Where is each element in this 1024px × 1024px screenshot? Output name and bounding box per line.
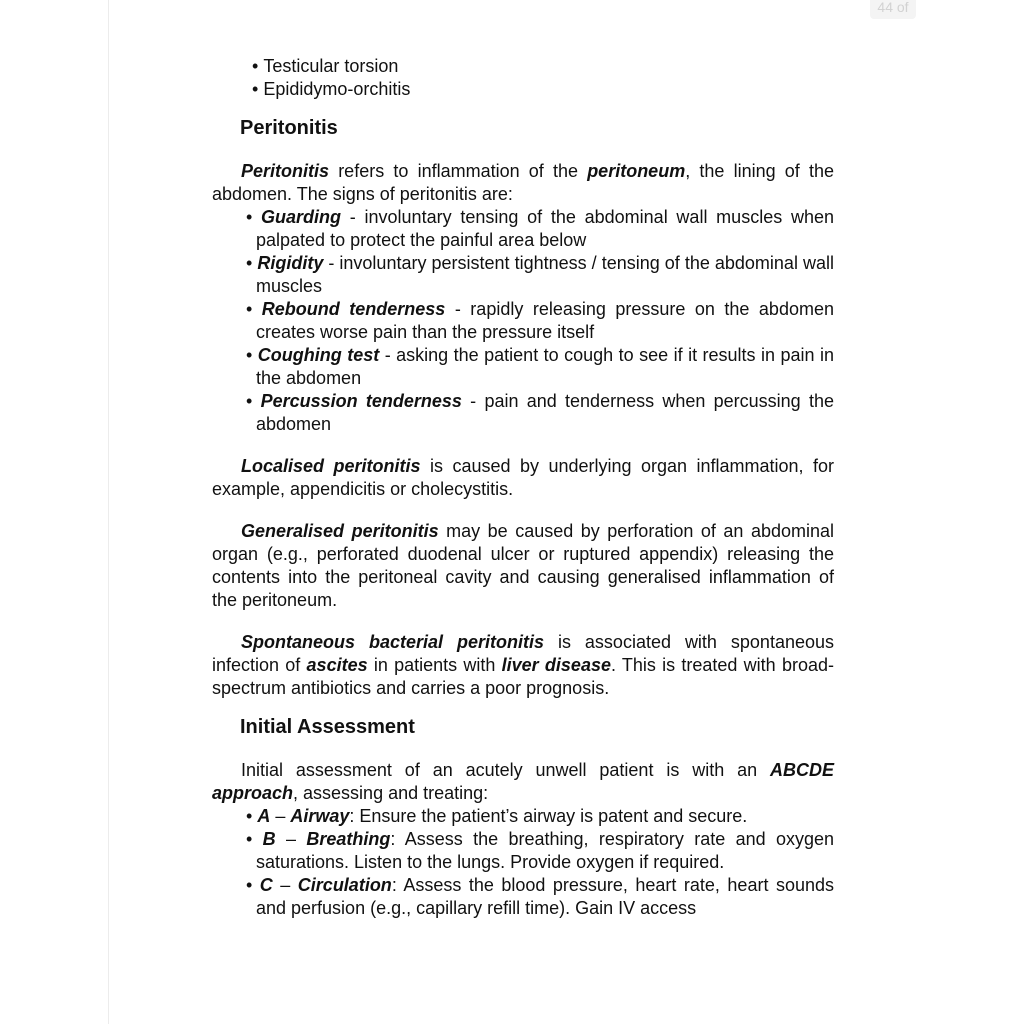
- list-item: • A – Airway: Ensure the patient’s airway is patent and secure.: [212, 805, 834, 828]
- generalised-paragraph: Generalised peritonitis may be caused by perforation of an abdominal organ (e.g., perforated duodenal ulcer or ruptured appendix) releasing the contents into the peritoneal cavity and causing generalised inflammation of the peritoneum.: [212, 521, 835, 610]
- heading-peritonitis: Peritonitis: [240, 117, 338, 139]
- heading-initial-assessment: Initial Assessment: [240, 716, 415, 738]
- signs-list: [212, 206, 834, 436]
- list-item: • Percussion tenderness - pain and tenderness when percussing the abdomen: [212, 390, 834, 436]
- initial-assessment-intro: Initial assessment of an acutely unwell patient is with an ABCDE approach, assessing and treating:: [212, 760, 834, 803]
- list-item: • Testicular torsion: [212, 55, 834, 78]
- peritonitis-intro: Peritonitis refers to inflammation of the peritoneum, the lining of the abdomen. The signs of peritonitis are:: [212, 161, 835, 204]
- list-item: • Guarding - involuntary tensing of the abdominal wall muscles when palpated to protect the painful area below: [212, 206, 834, 252]
- localised-paragraph: Localised peritonitis is caused by underlying organ inflammation, for example, appendicitis or cholecystitis.: [212, 456, 834, 499]
- list-item: • B – Breathing: Assess the breathing, respiratory rate and oxygen saturations. Listen to the lungs. Provide oxygen if required.: [212, 828, 834, 874]
- viewer-left-margin: [0, 0, 109, 1024]
- abcde-list: [212, 805, 834, 920]
- top-bullet-list: [212, 55, 834, 101]
- page-indicator: 44 of: [870, 0, 916, 19]
- list-item: • Rebound tenderness - rapidly releasing pressure on the abdomen creates worse pain than the pressure itself: [212, 298, 834, 344]
- list-item: • C – Circulation: Assess the blood pressure, heart rate, heart sounds and perfusion (e.g., capillary refill time). Gain IV access: [212, 874, 834, 920]
- list-item: • Epididymo-orchitis: [212, 78, 834, 101]
- document-page: [212, 55, 834, 920]
- list-item: • Coughing test - asking the patient to cough to see if it results in pain in the abdomen: [212, 344, 834, 390]
- list-item: • Rigidity - involuntary persistent tightness / tensing of the abdominal wall muscles: [212, 252, 834, 298]
- sbp-paragraph: Spontaneous bacterial peritonitis is associated with spontaneous infection of ascites in patients with liver disease. This is treated with broad-spectrum antibiotics and carries a poor prognosis.: [212, 632, 835, 698]
